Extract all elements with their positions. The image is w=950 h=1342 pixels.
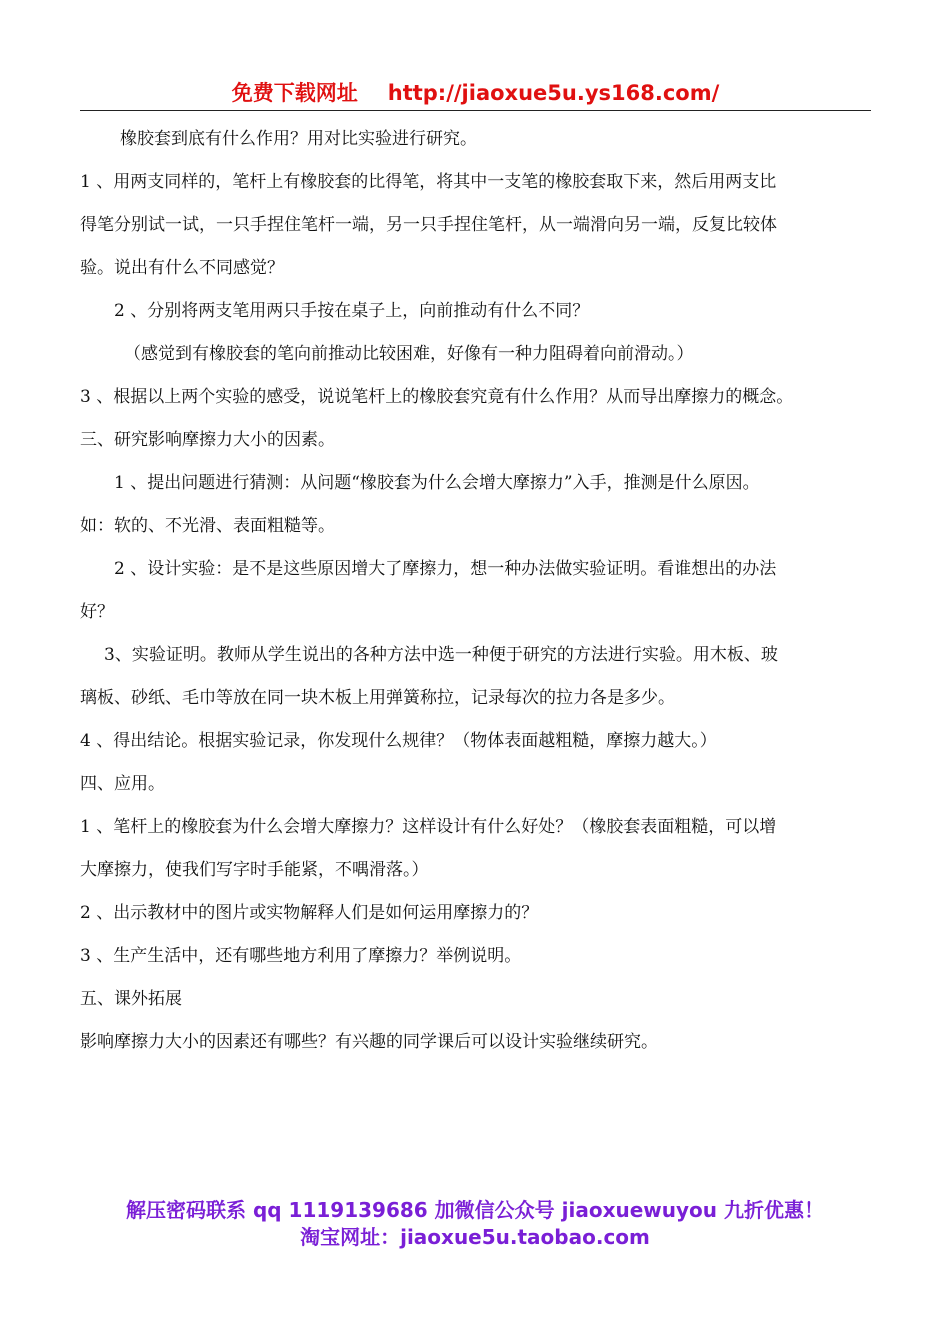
paragraph-line: 好？ — [80, 602, 114, 622]
paragraph-line: 橡胶套到底有什么作用？用对比实验进行研究。 — [120, 129, 477, 149]
paragraph-line: 得笔分别试一试，一只手捏住笔杆一端，另一只手捏住笔杆，从一端滑向另一端，反复比较体 — [80, 215, 777, 235]
paragraph-line: 3、实验证明。教师从学生说出的各种方法中选一种便于研究的方法进行实验。用木板、玻 — [104, 645, 778, 665]
header-label: 免费下载网址 — [231, 81, 358, 105]
section-heading: 四、应用。 — [80, 774, 165, 794]
section-heading: 三、研究影响摩擦力大小的因素。 — [80, 430, 335, 450]
paragraph-line: 2 、设计实验：是不是这些原因增大了摩擦力，想一种办法做实验证明。看谁想出的办法 — [114, 559, 777, 579]
paragraph-line: 如：软的、不光滑、表面粗糙等。 — [80, 516, 335, 536]
page-footer — [0, 1197, 950, 1251]
paragraph-line: 3 、根据以上两个实验的感受，说说笔杆上的橡胶套究竟有什么作用？从而导出摩擦力的概念。 — [80, 387, 794, 407]
footer-shop-url[interactable]: 淘宝网址：jiaoxue5u.taobao.com — [300, 1225, 650, 1249]
document-body — [80, 118, 880, 1064]
paragraph-line: 1 、笔杆上的橡胶套为什么会增大摩擦力？这样设计有什么好处？（橡胶套表面粗糙，可以增 — [80, 817, 777, 837]
paragraph-line: （感觉到有橡胶套的笔向前推动比较困难，好像有一种力阻碍着向前滑动。） — [124, 344, 694, 364]
paragraph-line: 4 、得出结论。根据实验记录，你发现什么规律？（物体表面越粗糙，摩擦力越大。） — [80, 731, 717, 751]
page-header — [80, 80, 871, 111]
paragraph-line: 影响摩擦力大小的因素还有哪些？有兴趣的同学课后可以设计实验继续研究。 — [80, 1032, 658, 1052]
section-heading: 五、课外拓展 — [80, 989, 182, 1009]
paragraph-line: 大摩擦力，使我们写字时手能紧，不喁滑落。） — [80, 860, 429, 880]
footer-contact: 解压密码联系 qq 1119139686 加微信公众号 jiaoxuewuyou 九折优惠！ — [126, 1198, 824, 1222]
paragraph-line: 2 、分别将两支笔用两只手按在桌子上，向前推动有什么不同？ — [114, 301, 590, 321]
paragraph-line: 3 、生产生活中，还有哪些地方利用了摩擦力？举例说明。 — [80, 946, 522, 966]
paragraph-line: 璃板、砂纸、毛巾等放在同一块木板上用弹簧称拉，记录每次的拉力各是多少。 — [80, 688, 675, 708]
paragraph-line: 1 、提出问题进行猜测：从问题“橡胶套为什么会增大摩擦力”入手，推测是什么原因。 — [114, 473, 760, 493]
header-url[interactable]: http://jiaoxue5u.ys168.com/ — [387, 81, 720, 105]
paragraph-line: 1 、用两支同样的，笔杆上有橡胶套的比得笔，将其中一支笔的橡胶套取下来，然后用两支比 — [80, 172, 777, 192]
paragraph-line: 2 、出示教材中的图片或实物解释人们是如何运用摩擦力的？ — [80, 903, 539, 923]
paragraph-line: 验。说出有什么不同感觉？ — [80, 258, 284, 278]
